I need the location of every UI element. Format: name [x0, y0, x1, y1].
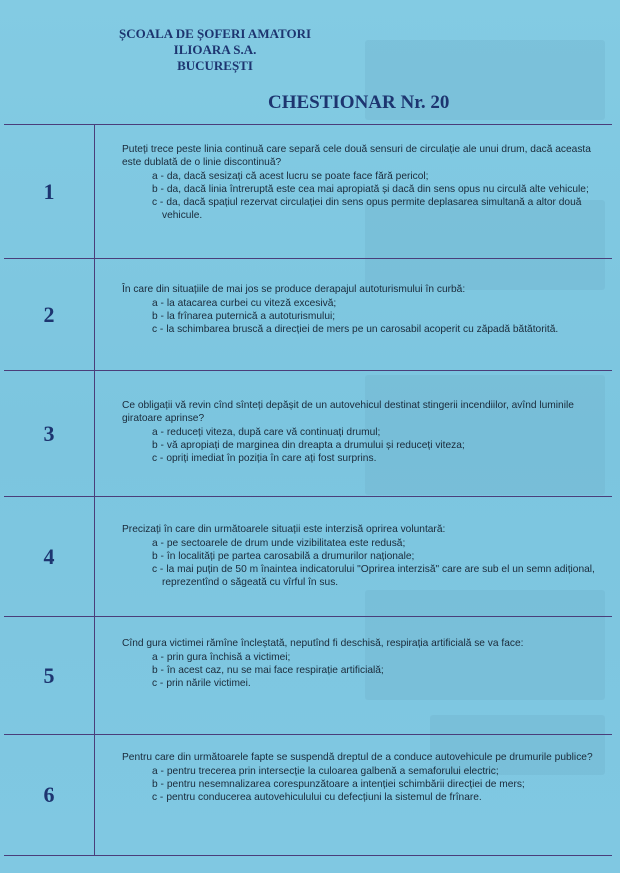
answer-label: c -	[152, 564, 164, 575]
answer-label: a -	[152, 298, 164, 309]
answer-label: b -	[152, 551, 164, 562]
answer-label: c -	[152, 453, 164, 464]
question-number: 4	[4, 497, 95, 617]
answer-label: c -	[152, 792, 164, 803]
answer-text: opriți imediat în poziția în care ați fost surprins.	[166, 453, 377, 464]
answer-option[interactable]	[152, 664, 602, 677]
answer-option[interactable]	[152, 765, 602, 778]
answer-label: b -	[152, 779, 164, 790]
answer-option[interactable]	[152, 791, 602, 804]
answer-option[interactable]	[152, 297, 602, 310]
answer-text: da, dacă sesizați că acest lucru se poate face fără pericol;	[166, 171, 429, 182]
answer-label: b -	[152, 184, 164, 195]
answer-label: a -	[152, 652, 164, 663]
question-row	[4, 124, 612, 259]
answer-option[interactable]	[152, 537, 602, 550]
answer-label: a -	[152, 538, 164, 549]
question-number: 1	[4, 125, 95, 259]
question-number: 6	[4, 735, 95, 855]
question-row	[4, 496, 612, 617]
answer-text: pe sectoarele de drum unde vizibilitatea este redusă;	[166, 538, 406, 549]
question-number: 2	[4, 259, 95, 371]
answer-label: b -	[152, 311, 164, 322]
answer-label: c -	[152, 324, 164, 335]
question-body	[122, 399, 602, 465]
question-body	[122, 143, 602, 222]
answer-text: la frînarea puternică a autoturismului;	[166, 311, 336, 322]
answer-text: pentru trecerea prin intersecție la culoarea galbenă a semaforului electric;	[166, 766, 499, 777]
answer-label: a -	[152, 427, 164, 438]
answer-text: în localități pe partea carosabilă a drumurilor naționale;	[166, 551, 415, 562]
question-body	[122, 637, 602, 690]
answer-option[interactable]	[152, 778, 602, 791]
school-header	[70, 26, 360, 74]
answer-text: vă apropiați de marginea din dreapta a drumului și reduceți viteza;	[166, 440, 465, 451]
school-city: BUCUREȘTI	[177, 58, 253, 73]
answer-label: b -	[152, 440, 164, 451]
answer-option[interactable]	[152, 323, 602, 336]
answer-label: a -	[152, 171, 164, 182]
answer-text: la atacarea curbei cu viteză excesivă;	[166, 298, 337, 309]
question-row	[4, 370, 612, 497]
question-text: Puteți trece peste linia continuă care separă cele două sensuri de circulație ale unui drum, dacă aceasta este dublată de o linie discontinuă?	[122, 144, 591, 168]
question-text: Cînd gura victimei rămîne încleștată, neputînd fi deschisă, respirația artificială se va face:	[122, 638, 524, 649]
answer-option[interactable]	[152, 183, 602, 196]
questionnaire-title: CHESTIONAR Nr. 20	[268, 92, 450, 113]
question-text: Precizați în care din următoarele situații este interzisă oprirea voluntară:	[122, 524, 446, 535]
answer-text: prin nările victimei.	[166, 678, 251, 689]
answer-text: în acest caz, nu se mai face respirație artificială;	[166, 665, 384, 676]
answer-option[interactable]	[152, 170, 602, 183]
question-body	[122, 283, 602, 336]
question-body	[122, 523, 602, 589]
answer-option[interactable]	[152, 426, 602, 439]
question-row	[4, 616, 612, 735]
answer-option[interactable]	[152, 196, 602, 222]
answer-text: prin gura închisă a victimei;	[166, 652, 291, 663]
question-row	[4, 258, 612, 371]
answer-label: c -	[152, 678, 164, 689]
answer-option[interactable]	[152, 310, 602, 323]
answer-text: da, dacă linia întreruptă este cea mai apropiată și dacă din sens opus nu circulă alte vehicule;	[166, 184, 589, 195]
answer-option[interactable]	[152, 677, 602, 690]
answer-text: pentru conducerea autovehiculului cu defecțiuni la sistemul de frînare.	[166, 792, 482, 803]
school-name: ȘCOALA DE ȘOFERI AMATORI	[118, 26, 312, 41]
question-row	[4, 734, 612, 856]
answer-option[interactable]	[152, 550, 602, 563]
answer-option[interactable]	[152, 563, 602, 589]
answer-option[interactable]	[152, 439, 602, 452]
answer-text: da, dacă spațiul rezervat circulației din sens opus permite deplasarea simultană a altor două vehicule.	[162, 197, 582, 221]
answer-text: pentru nesemnalizarea corespunzătoare a intenției schimbării direcției de mers;	[166, 779, 525, 790]
answer-option[interactable]	[152, 452, 602, 465]
answer-label: c -	[152, 197, 164, 208]
question-number: 5	[4, 617, 95, 735]
school-company: ILIOARA S.A.	[173, 42, 257, 57]
answer-option[interactable]	[152, 651, 602, 664]
answer-label: a -	[152, 766, 164, 777]
question-body	[122, 751, 602, 804]
question-text: Ce obligații vă revin cînd sînteți depășit de un autovehicul destinat stingerii incendiilor, avînd luminile giratoare aprinse?	[122, 400, 574, 424]
question-text: Pentru care din următoarele fapte se suspendă dreptul de a conduce autovehicule pe drumurile publice?	[122, 752, 593, 763]
answer-text: reduceți viteza, după care vă continuați drumul;	[166, 427, 381, 438]
answer-text: la mai puțin de 50 m înaintea indicatorului "Oprirea interzisă" care are sub el un semn adițional, reprezentînd o săgeată cu vîrful în sus.	[162, 564, 595, 588]
answer-text: la schimbarea bruscă a direcției de mers pe un carosabil acoperit cu zăpadă bătătorită.	[166, 324, 559, 335]
question-text: În care din situațiile de mai jos se produce derapajul autoturismului în curbă:	[122, 284, 466, 295]
questions-table	[4, 118, 612, 858]
question-number: 3	[4, 371, 95, 497]
answer-label: b -	[152, 665, 164, 676]
